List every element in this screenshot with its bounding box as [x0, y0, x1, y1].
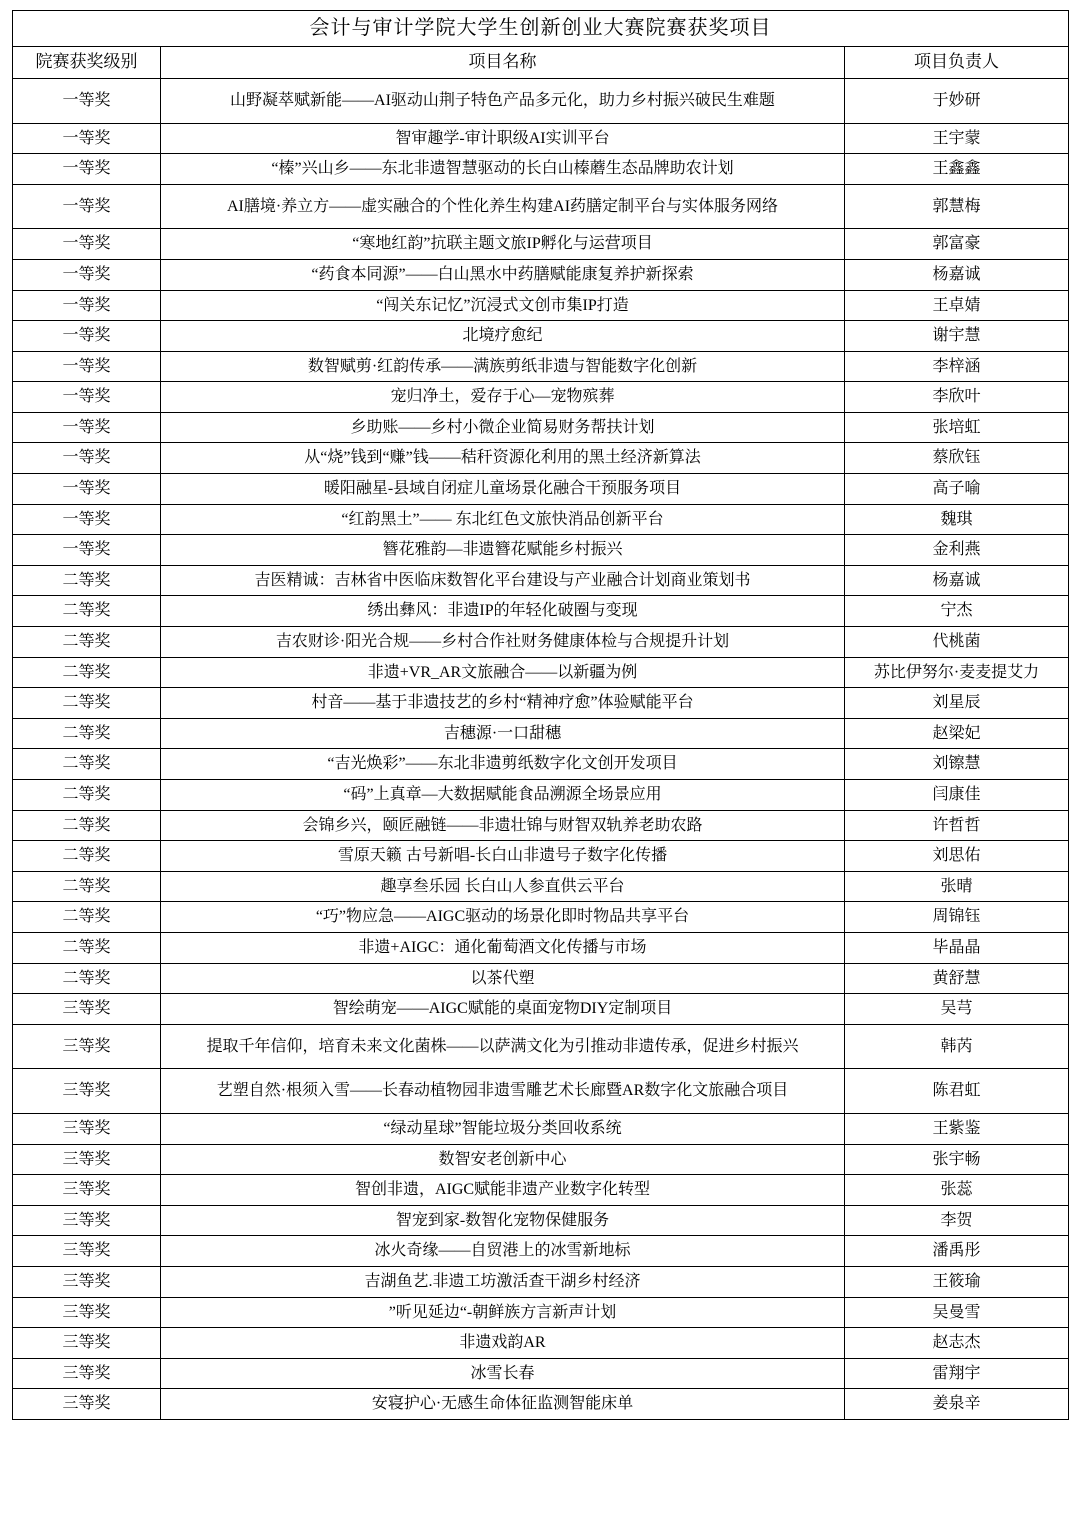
cell-project-owner: 王卓婧: [845, 290, 1069, 321]
table-row: [13, 474, 1069, 505]
table-row: [13, 1358, 1069, 1389]
cell-award-level: 二等奖: [13, 688, 161, 719]
cell-project-owner: 张蕊: [845, 1175, 1069, 1206]
cell-project-owner: 魏琪: [845, 504, 1069, 535]
cell-project-name: 吉穗源·一口甜穗: [161, 718, 845, 749]
cell-project-owner: 赵梁妃: [845, 718, 1069, 749]
cell-project-owner: 苏比伊努尔·麦麦提艾力: [845, 657, 1069, 688]
cell-project-owner: 王鑫鑫: [845, 154, 1069, 185]
table-row: [13, 1024, 1069, 1069]
cell-project-name: 智创非遗，AIGC赋能非遗产业数字化转型: [161, 1175, 845, 1206]
cell-project-name: 数智赋剪·红韵传承——满族剪纸非遗与智能数字化创新: [161, 351, 845, 382]
table-row: [13, 351, 1069, 382]
table-row: [13, 565, 1069, 596]
cell-project-name: 提取千年信仰，培育未来文化菌株——以萨满文化为引推动非遗传承，促进乡村振兴: [161, 1024, 845, 1069]
cell-project-name: 非遗+VR_AR文旅融合——以新疆为例: [161, 657, 845, 688]
cell-project-name: 北境疗愈纪: [161, 321, 845, 352]
cell-project-name: “药食本同源”——白山黑水中药膳赋能康复养护新探索: [161, 259, 845, 290]
cell-project-owner: 闫康佳: [845, 780, 1069, 811]
cell-award-level: 三等奖: [13, 1144, 161, 1175]
cell-project-owner: 刘星辰: [845, 688, 1069, 719]
cell-award-level: 一等奖: [13, 229, 161, 260]
cell-project-name: “巧”物应急——AIGC驱动的场景化即时物品共享平台: [161, 902, 845, 933]
cell-award-level: 二等奖: [13, 627, 161, 658]
table-header-row: [13, 47, 1069, 79]
cell-project-owner: 于妙研: [845, 78, 1069, 123]
cell-project-name: 冰雪长春: [161, 1358, 845, 1389]
cell-award-level: 二等奖: [13, 718, 161, 749]
cell-project-name: “码”上真章—大数据赋能食品溯源全场景应用: [161, 780, 845, 811]
cell-award-level: 一等奖: [13, 443, 161, 474]
cell-award-level: 二等奖: [13, 841, 161, 872]
cell-award-level: 三等奖: [13, 1175, 161, 1206]
table-row: [13, 290, 1069, 321]
cell-project-name: 智审趣学-审计职级AI实训平台: [161, 123, 845, 154]
cell-award-level: 三等奖: [13, 1358, 161, 1389]
cell-project-owner: 许哲哲: [845, 810, 1069, 841]
cell-project-name: 艺塑自然·根须入雪——长春动植物园非遗雪雕艺术长廊暨AR数字化文旅融合项目: [161, 1069, 845, 1114]
column-header-level: 院赛获奖级别: [13, 47, 161, 79]
cell-project-owner: 刘思佑: [845, 841, 1069, 872]
cell-project-owner: 高子喻: [845, 474, 1069, 505]
table-row: [13, 412, 1069, 443]
table-row: [13, 871, 1069, 902]
table-row: [13, 932, 1069, 963]
cell-project-name: 数智安老创新中心: [161, 1144, 845, 1175]
cell-project-name: 暖阳融星-县域自闭症儿童场景化融合干预服务项目: [161, 474, 845, 505]
cell-award-level: 一等奖: [13, 321, 161, 352]
cell-project-owner: 吴芎: [845, 994, 1069, 1025]
cell-project-owner: 刘镲慧: [845, 749, 1069, 780]
cell-award-level: 一等奖: [13, 382, 161, 413]
cell-project-name: “吉光焕彩”——东北非遗剪纸数字化文创开发项目: [161, 749, 845, 780]
cell-award-level: 一等奖: [13, 184, 161, 229]
cell-award-level: 二等奖: [13, 596, 161, 627]
cell-project-name: 以茶代塑: [161, 963, 845, 994]
cell-award-level: 一等奖: [13, 123, 161, 154]
table-row: [13, 443, 1069, 474]
cell-project-name: 冰火奇缘——自贸港上的冰雪新地标: [161, 1236, 845, 1267]
cell-project-owner: 陈君虹: [845, 1069, 1069, 1114]
cell-project-name: 村音——基于非遗技艺的乡村“精神疗愈”体验赋能平台: [161, 688, 845, 719]
table-row: [13, 841, 1069, 872]
cell-award-level: 二等奖: [13, 902, 161, 933]
cell-project-owner: 吴曼雪: [845, 1297, 1069, 1328]
table-row: [13, 596, 1069, 627]
table-row: [13, 994, 1069, 1025]
cell-award-level: 三等奖: [13, 1266, 161, 1297]
cell-award-level: 一等奖: [13, 474, 161, 505]
cell-award-level: 二等奖: [13, 749, 161, 780]
cell-project-owner: 张晴: [845, 871, 1069, 902]
cell-project-name: 宠归净土，爱存于心—宠物殡葬: [161, 382, 845, 413]
table-body: [13, 11, 1069, 1420]
table-row: [13, 1389, 1069, 1420]
cell-project-name: 吉农财诊·阳光合规——乡村合作社财务健康体检与合规提升计划: [161, 627, 845, 658]
cell-project-owner: 潘禹彤: [845, 1236, 1069, 1267]
cell-award-level: 一等奖: [13, 78, 161, 123]
cell-award-level: 一等奖: [13, 290, 161, 321]
column-header-owner: 项目负责人: [845, 47, 1069, 79]
cell-project-name: 非遗+AIGC：通化葡萄酒文化传播与市场: [161, 932, 845, 963]
cell-project-name: “寒地红韵”抗联主题文旅IP孵化与运营项目: [161, 229, 845, 260]
table-row: [13, 184, 1069, 229]
table-row: [13, 718, 1069, 749]
table-row: [13, 749, 1069, 780]
cell-project-owner: 金利燕: [845, 535, 1069, 566]
cell-project-name: 山野凝萃赋新能——AI驱动山荆子特色产品多元化，助力乡村振兴破民生难题: [161, 78, 845, 123]
cell-award-level: 一等奖: [13, 412, 161, 443]
cell-project-name: 安寝护心·无感生命体征监测智能床单: [161, 1389, 845, 1420]
cell-award-level: 三等奖: [13, 1024, 161, 1069]
cell-project-owner: 姜泉辛: [845, 1389, 1069, 1420]
cell-award-level: 三等奖: [13, 1205, 161, 1236]
cell-award-level: 一等奖: [13, 535, 161, 566]
cell-award-level: 一等奖: [13, 504, 161, 535]
table-row: [13, 810, 1069, 841]
table-row: [13, 78, 1069, 123]
table-row: [13, 382, 1069, 413]
cell-project-owner: 周锦钰: [845, 902, 1069, 933]
cell-award-level: 三等奖: [13, 1389, 161, 1420]
column-header-name: 项目名称: [161, 47, 845, 79]
cell-project-name: 吉湖鱼艺.非遗工坊激活查干湖乡村经济: [161, 1266, 845, 1297]
cell-project-owner: 雷翔宇: [845, 1358, 1069, 1389]
cell-project-name: “红韵黑土”—— 东北红色文旅快消品创新平台: [161, 504, 845, 535]
table-row: [13, 1113, 1069, 1144]
cell-project-owner: 王筱瑜: [845, 1266, 1069, 1297]
table-row: [13, 259, 1069, 290]
cell-project-name: 绣出彝风：非遗IP的年轻化破圈与变现: [161, 596, 845, 627]
cell-project-owner: 杨嘉诚: [845, 259, 1069, 290]
table-row: [13, 688, 1069, 719]
table-row: [13, 1069, 1069, 1114]
cell-project-name: “绿动星球”智能垃圾分类回收系统: [161, 1113, 845, 1144]
table-row: [13, 657, 1069, 688]
cell-award-level: 二等奖: [13, 657, 161, 688]
cell-project-name: ”听见延边“-朝鲜族方言新声计划: [161, 1297, 845, 1328]
table-row: [13, 1297, 1069, 1328]
cell-project-owner: 代桃菌: [845, 627, 1069, 658]
cell-project-owner: 王宇蒙: [845, 123, 1069, 154]
cell-project-owner: 李贺: [845, 1205, 1069, 1236]
cell-project-name: 雪原天籁 古号新唱-长白山非遗号子数字化传播: [161, 841, 845, 872]
cell-project-owner: 蔡欣钰: [845, 443, 1069, 474]
cell-project-owner: 宁杰: [845, 596, 1069, 627]
cell-project-owner: 杨嘉诚: [845, 565, 1069, 596]
cell-project-name: 会锦乡兴，颐匠融链——非遗壮锦与财智双轨养老助农路: [161, 810, 845, 841]
cell-project-owner: 张培虹: [845, 412, 1069, 443]
cell-project-name: 智绘萌宠——AIGC赋能的桌面宠物DIY定制项目: [161, 994, 845, 1025]
cell-project-name: 从“烧”钱到“赚”钱——秸秆资源化利用的黑土经济新算法: [161, 443, 845, 474]
cell-award-level: 一等奖: [13, 351, 161, 382]
cell-award-level: 一等奖: [13, 154, 161, 185]
table-row: [13, 504, 1069, 535]
cell-project-name: “榛”兴山乡——东北非遗智慧驱动的长白山榛蘑生态品牌助农计划: [161, 154, 845, 185]
cell-award-level: 二等奖: [13, 871, 161, 902]
cell-project-owner: 赵志杰: [845, 1328, 1069, 1359]
cell-project-owner: 郭慧梅: [845, 184, 1069, 229]
table-row: [13, 902, 1069, 933]
table-row: [13, 1328, 1069, 1359]
cell-project-name: “闯关东记忆”沉浸式文创市集IP打造: [161, 290, 845, 321]
table-row: [13, 535, 1069, 566]
table-row: [13, 627, 1069, 658]
table-row: [13, 780, 1069, 811]
cell-award-level: 三等奖: [13, 994, 161, 1025]
award-table: [12, 10, 1069, 1420]
cell-project-name: 乡助账——乡村小微企业简易财务帮扶计划: [161, 412, 845, 443]
cell-project-name: 吉医精诚：吉林省中医临床数智化平台建设与产业融合计划商业策划书: [161, 565, 845, 596]
cell-project-name: 智宠到家-数智化宠物保健服务: [161, 1205, 845, 1236]
table-row: [13, 1175, 1069, 1206]
cell-project-owner: 韩芮: [845, 1024, 1069, 1069]
cell-project-name: 趣享叁乐园 长白山人参直供云平台: [161, 871, 845, 902]
cell-award-level: 三等奖: [13, 1069, 161, 1114]
cell-project-owner: 黄舒慧: [845, 963, 1069, 994]
cell-award-level: 二等奖: [13, 810, 161, 841]
cell-project-owner: 李欣叶: [845, 382, 1069, 413]
cell-project-name: 非遗戏韵AR: [161, 1328, 845, 1359]
cell-award-level: 二等奖: [13, 932, 161, 963]
table-row: [13, 1236, 1069, 1267]
table-row: [13, 1205, 1069, 1236]
table-row: [13, 321, 1069, 352]
cell-award-level: 二等奖: [13, 565, 161, 596]
cell-award-level: 三等奖: [13, 1297, 161, 1328]
cell-award-level: 一等奖: [13, 259, 161, 290]
cell-project-name: 簪花雅韵—非遗簪花赋能乡村振兴: [161, 535, 845, 566]
cell-project-name: AI膳境·养立方——虚实融合的个性化养生构建AI药膳定制平台与实体服务网络: [161, 184, 845, 229]
cell-project-owner: 李梓涵: [845, 351, 1069, 382]
table-row: [13, 963, 1069, 994]
cell-project-owner: 毕晶晶: [845, 932, 1069, 963]
table-row: [13, 123, 1069, 154]
cell-award-level: 二等奖: [13, 963, 161, 994]
table-row: [13, 1144, 1069, 1175]
table-row: [13, 154, 1069, 185]
document-title: 会计与审计学院大学生创新创业大赛院赛获奖项目: [13, 11, 1069, 47]
cell-award-level: 二等奖: [13, 780, 161, 811]
table-row: [13, 1266, 1069, 1297]
cell-award-level: 三等奖: [13, 1236, 161, 1267]
table-row: [13, 229, 1069, 260]
cell-award-level: 三等奖: [13, 1328, 161, 1359]
cell-project-owner: 谢宇慧: [845, 321, 1069, 352]
cell-project-owner: 郭富豪: [845, 229, 1069, 260]
cell-project-owner: 王紫鉴: [845, 1113, 1069, 1144]
table-title-row: [13, 11, 1069, 47]
cell-project-owner: 张宇畅: [845, 1144, 1069, 1175]
cell-award-level: 三等奖: [13, 1113, 161, 1144]
